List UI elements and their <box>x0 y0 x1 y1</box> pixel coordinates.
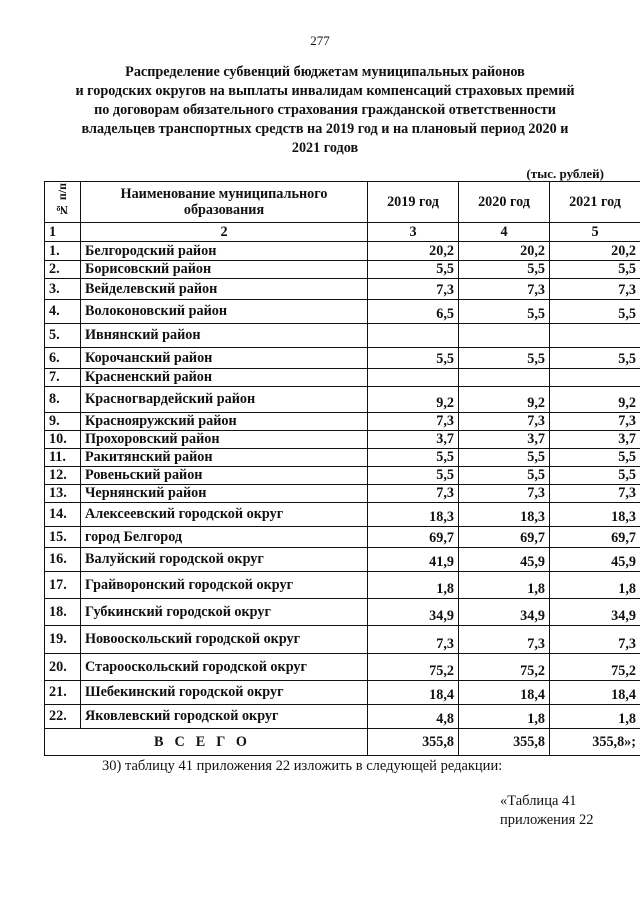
row-value-2021: 9,2 <box>550 387 640 413</box>
row-value-2020: 20,2 <box>459 242 550 261</box>
row-value-2019: 7,3 <box>368 413 459 431</box>
table-row <box>45 654 640 681</box>
row-value-2019: 20,2 <box>368 242 459 261</box>
row-value-2020: 5,5 <box>459 261 550 279</box>
row-value-2021: 5,5 <box>550 261 640 279</box>
row-name: Новооскольский городской округ <box>81 626 368 654</box>
row-number: 21. <box>45 681 81 705</box>
table-row <box>45 626 640 654</box>
row-name: Чернянский район <box>81 485 368 503</box>
title-line: и городских округов на выплаты инвалидам компенсаций страховых премий <box>75 83 575 99</box>
row-value-2021: 1,8 <box>550 705 640 729</box>
row-value-2020: 1,8 <box>459 705 550 729</box>
row-value-2021: 20,2 <box>550 242 640 261</box>
row-name: Грайворонский городской округ <box>81 572 368 599</box>
table-row <box>45 261 640 279</box>
total-label: ВСЕГО <box>45 729 368 756</box>
row-value-2019: 75,2 <box>368 654 459 681</box>
row-value-2020: 34,9 <box>459 599 550 626</box>
row-value-2021: 5,5 <box>550 449 640 467</box>
row-value-2021 <box>550 324 640 348</box>
row-value-2019: 18,3 <box>368 503 459 527</box>
row-name: Яковлевский городской округ <box>81 705 368 729</box>
table-row <box>45 431 640 449</box>
table-header-row <box>45 182 640 223</box>
column-index: 2 <box>81 223 368 242</box>
appendix-ref-line: «Таблица 41 <box>500 793 577 809</box>
header-2021: 2021 год <box>550 182 640 223</box>
row-number: 6. <box>45 348 81 369</box>
row-value-2021: 75,2 <box>550 654 640 681</box>
header-2019: 2019 год <box>368 182 459 223</box>
row-value-2020 <box>459 369 550 387</box>
column-index: 4 <box>459 223 550 242</box>
row-number: 9. <box>45 413 81 431</box>
table-row <box>45 705 640 729</box>
table-row <box>45 324 640 348</box>
row-number: 15. <box>45 527 81 548</box>
row-name: Валуйский городской округ <box>81 548 368 572</box>
row-value-2021: 5,5 <box>550 467 640 485</box>
row-number: 16. <box>45 548 81 572</box>
row-value-2020: 7,3 <box>459 279 550 300</box>
row-value-2019: 4,8 <box>368 705 459 729</box>
table-row <box>45 449 640 467</box>
row-number: 4. <box>45 300 81 324</box>
row-number: 14. <box>45 503 81 527</box>
row-value-2019: 5,5 <box>368 348 459 369</box>
subsidy-table <box>44 181 640 756</box>
units-note: (тыс. рублей) <box>526 166 604 181</box>
table-row <box>45 369 640 387</box>
row-number: 11. <box>45 449 81 467</box>
row-value-2021: 7,3 <box>550 279 640 300</box>
table-row <box>45 485 640 503</box>
row-number: 2. <box>45 261 81 279</box>
row-value-2019: 1,8 <box>368 572 459 599</box>
header-2020: 2020 год <box>459 182 550 223</box>
row-name: Ивнянский район <box>81 324 368 348</box>
table-body <box>45 242 640 729</box>
row-value-2019: 41,9 <box>368 548 459 572</box>
row-value-2020: 7,3 <box>459 626 550 654</box>
appendix-reference <box>500 792 593 830</box>
row-value-2019: 7,3 <box>368 626 459 654</box>
table-row <box>45 527 640 548</box>
row-name: Корочанский район <box>81 348 368 369</box>
row-value-2019: 3,7 <box>368 431 459 449</box>
row-value-2021: 45,9 <box>550 548 640 572</box>
row-value-2019 <box>368 324 459 348</box>
row-number: 13. <box>45 485 81 503</box>
row-name: Ракитянский район <box>81 449 368 467</box>
table-row <box>45 681 640 705</box>
column-index: 5 <box>550 223 640 242</box>
row-value-2019: 5,5 <box>368 449 459 467</box>
row-value-2020: 5,5 <box>459 348 550 369</box>
row-value-2021: 69,7 <box>550 527 640 548</box>
row-value-2021: 18,3 <box>550 503 640 527</box>
row-value-2020: 3,7 <box>459 431 550 449</box>
row-value-2019: 34,9 <box>368 599 459 626</box>
title-line: 2021 годов <box>291 140 359 156</box>
table-row <box>45 503 640 527</box>
row-value-2019: 7,3 <box>368 485 459 503</box>
header-name: Наименование муниципального образования <box>81 182 368 223</box>
table-row <box>45 572 640 599</box>
title-line: владельцев транспортных средств на 2019 год и на плановый период 2020 и <box>81 121 569 137</box>
total-2019: 355,8 <box>368 729 459 756</box>
row-number: 17. <box>45 572 81 599</box>
amendment-text: 30) таблицу 41 приложения 22 изложить в следующей редакции: <box>102 758 503 774</box>
column-index-row <box>45 223 640 242</box>
row-name: Ровеньский район <box>81 467 368 485</box>
table-row <box>45 300 640 324</box>
row-number: 5. <box>45 324 81 348</box>
table-row <box>45 548 640 572</box>
title-line: Распределение субвенций бюджетам муниципальных районов <box>125 64 525 80</box>
row-value-2019: 9,2 <box>368 387 459 413</box>
row-number: 20. <box>45 654 81 681</box>
table-row <box>45 599 640 626</box>
column-index: 1 <box>45 223 81 242</box>
row-name: Губкинский городской округ <box>81 599 368 626</box>
row-value-2019: 5,5 <box>368 261 459 279</box>
row-value-2019: 7,3 <box>368 279 459 300</box>
row-value-2020: 69,7 <box>459 527 550 548</box>
total-2021: 355,8»; <box>550 729 640 756</box>
title-line: по договорам обязательного страхования гражданской ответственности <box>94 102 556 118</box>
row-value-2021: 34,9 <box>550 599 640 626</box>
total-row <box>45 729 640 756</box>
total-2020: 355,8 <box>459 729 550 756</box>
row-number: 12. <box>45 467 81 485</box>
appendix-ref-line: приложения 22 <box>500 812 594 828</box>
row-number: 19. <box>45 626 81 654</box>
row-value-2019 <box>368 369 459 387</box>
row-number: 22. <box>45 705 81 729</box>
row-value-2020: 5,5 <box>459 449 550 467</box>
row-name: Прохоровский район <box>81 431 368 449</box>
row-value-2020 <box>459 324 550 348</box>
row-name: город Белгород <box>81 527 368 548</box>
row-value-2021: 7,3 <box>550 626 640 654</box>
row-value-2020: 1,8 <box>459 572 550 599</box>
row-value-2020: 18,3 <box>459 503 550 527</box>
row-value-2019: 5,5 <box>368 467 459 485</box>
row-value-2021 <box>550 369 640 387</box>
table-row <box>45 413 640 431</box>
header-num: № п/п <box>45 182 81 223</box>
row-number: 18. <box>45 599 81 626</box>
row-value-2020: 5,5 <box>459 467 550 485</box>
column-index: 3 <box>368 223 459 242</box>
page-number: 277 <box>310 33 330 48</box>
row-value-2021: 7,3 <box>550 485 640 503</box>
row-name: Вейделевский район <box>81 279 368 300</box>
row-name: Краснояружский район <box>81 413 368 431</box>
row-value-2020: 75,2 <box>459 654 550 681</box>
row-number: 1. <box>45 242 81 261</box>
row-number: 8. <box>45 387 81 413</box>
row-value-2019: 6,5 <box>368 300 459 324</box>
row-value-2021: 3,7 <box>550 431 640 449</box>
row-name: Борисовский район <box>81 261 368 279</box>
document-title <box>55 63 595 158</box>
row-name: Старооскольский городской округ <box>81 654 368 681</box>
table-row <box>45 279 640 300</box>
row-value-2020: 9,2 <box>459 387 550 413</box>
row-value-2021: 18,4 <box>550 681 640 705</box>
row-value-2021: 5,5 <box>550 300 640 324</box>
row-name: Красногвардейский район <box>81 387 368 413</box>
table-row <box>45 467 640 485</box>
row-value-2020: 18,4 <box>459 681 550 705</box>
table-row <box>45 348 640 369</box>
row-value-2019: 69,7 <box>368 527 459 548</box>
row-name: Шебекинский городской округ <box>81 681 368 705</box>
row-value-2021: 5,5 <box>550 348 640 369</box>
row-number: 3. <box>45 279 81 300</box>
row-number: 7. <box>45 369 81 387</box>
row-name: Алексеевский городской округ <box>81 503 368 527</box>
row-value-2019: 18,4 <box>368 681 459 705</box>
row-value-2021: 7,3 <box>550 413 640 431</box>
row-value-2020: 5,5 <box>459 300 550 324</box>
row-number: 10. <box>45 431 81 449</box>
table-row <box>45 387 640 413</box>
row-name: Белгородский район <box>81 242 368 261</box>
table-row <box>45 242 640 261</box>
row-value-2021: 1,8 <box>550 572 640 599</box>
row-name: Красненский район <box>81 369 368 387</box>
row-value-2020: 45,9 <box>459 548 550 572</box>
row-name: Волоконовский район <box>81 300 368 324</box>
row-value-2020: 7,3 <box>459 485 550 503</box>
row-value-2020: 7,3 <box>459 413 550 431</box>
